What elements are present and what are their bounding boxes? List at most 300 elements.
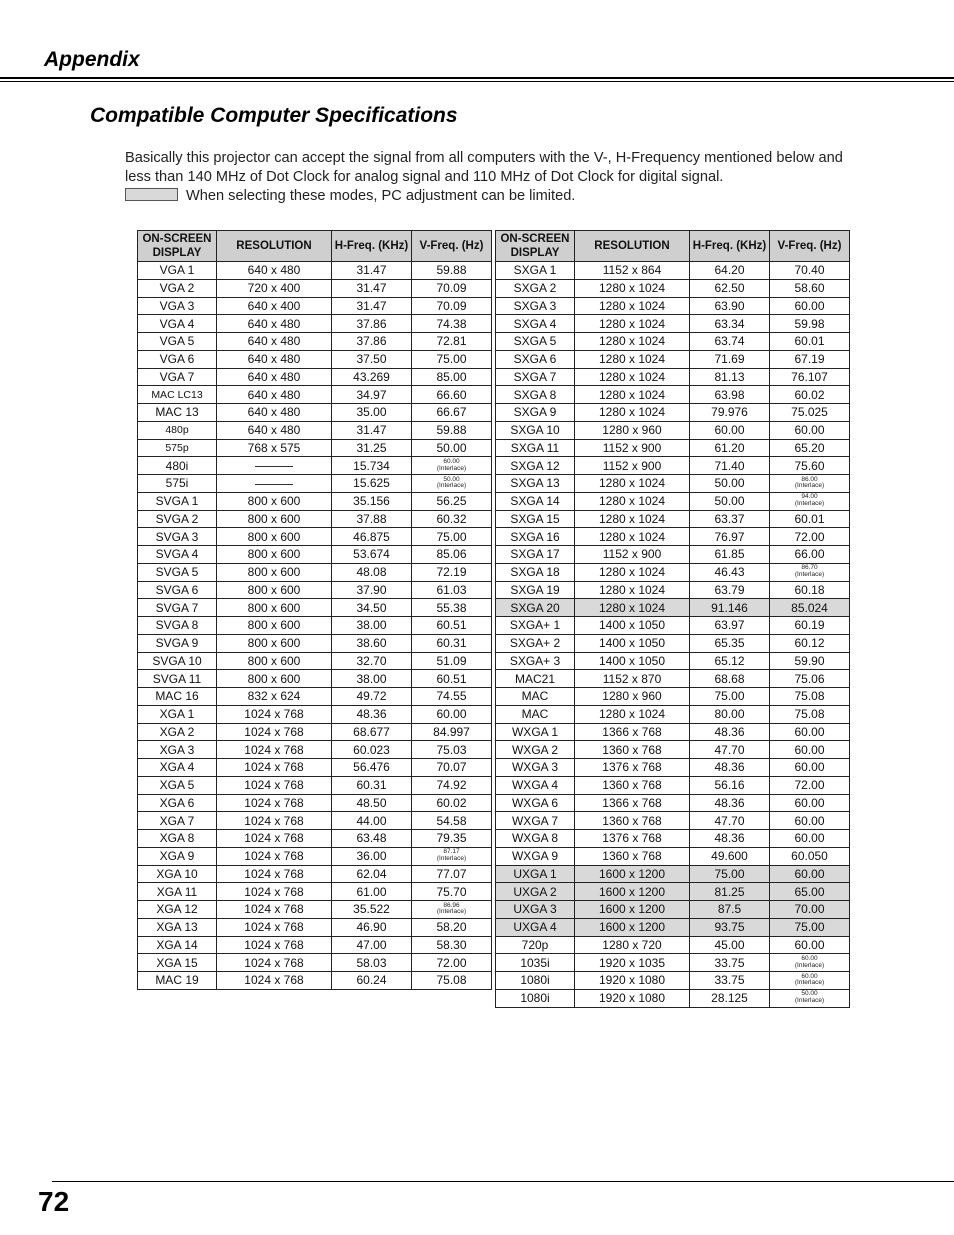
table-row (496, 510, 850, 528)
display-cell: XGA 1 (138, 705, 217, 723)
table-row (138, 599, 492, 617)
display-cell: WXGA 8 (496, 830, 575, 848)
table-row (496, 901, 850, 919)
display-cell: SVGA 6 (138, 581, 217, 599)
vfreq-cell: 70.07 (412, 759, 492, 777)
hfreq-cell: 50.00 (690, 492, 770, 510)
vfreq-cell: 60.00 (770, 830, 850, 848)
table-row (496, 368, 850, 386)
hfreq-cell: 31.47 (332, 262, 412, 280)
hfreq-cell: 37.90 (332, 581, 412, 599)
table-row (138, 670, 492, 688)
display-cell: SXGA 8 (496, 386, 575, 404)
table-row (496, 617, 850, 635)
hfreq-cell: 87.5 (690, 901, 770, 919)
display-cell: MAC 13 (138, 404, 217, 422)
vfreq-cell: 60.18 (770, 581, 850, 599)
resolution-cell: 1280 x 1024 (575, 528, 690, 546)
resolution-cell: 1280 x 1024 (575, 581, 690, 599)
table-row (138, 386, 492, 404)
display-cell: XGA 11 (138, 883, 217, 901)
header-display: ON-SCREEN DISPLAY (138, 231, 217, 262)
display-cell: SXGA 18 (496, 563, 575, 581)
resolution-cell: 1600 x 1200 (575, 918, 690, 936)
table-row (496, 297, 850, 315)
table-row (138, 475, 492, 493)
table-row (496, 528, 850, 546)
display-cell: VGA 4 (138, 315, 217, 333)
table-row (138, 368, 492, 386)
intro-paragraph (125, 149, 865, 205)
table-row (496, 404, 850, 422)
display-cell: UXGA 1 (496, 865, 575, 883)
vfreq-cell: 60.02 (770, 386, 850, 404)
vfreq-cell: 70.09 (412, 297, 492, 315)
vfreq-cell: 84.997 (412, 723, 492, 741)
vfreq-cell: 85.024 (770, 599, 850, 617)
table-row (138, 279, 492, 297)
hfreq-cell: 15.625 (332, 475, 412, 493)
display-cell: MAC (496, 688, 575, 706)
hfreq-cell: 60.00 (690, 421, 770, 439)
resolution-cell: 1400 x 1050 (575, 652, 690, 670)
display-cell: WXGA 2 (496, 741, 575, 759)
interlace-label: (Interlace) (794, 979, 825, 987)
vfreq-cell: 65.20 (770, 439, 850, 457)
display-cell: XGA 4 (138, 759, 217, 777)
hfreq-cell: 49.72 (332, 688, 412, 706)
vfreq-value: 60.00 (801, 954, 818, 962)
resolution-cell: 640 x 480 (217, 386, 332, 404)
display-cell: UXGA 3 (496, 901, 575, 919)
table-row (138, 421, 492, 439)
hfreq-cell: 37.86 (332, 333, 412, 351)
hfreq-cell: 63.37 (690, 510, 770, 528)
hfreq-cell: 61.00 (332, 883, 412, 901)
vfreq-value: 60.00 (443, 457, 460, 465)
resolution-cell: 1024 x 768 (217, 901, 332, 919)
resolution-cell: 1280 x 960 (575, 421, 690, 439)
hfreq-cell: 45.00 (690, 936, 770, 954)
display-cell: SXGA 10 (496, 421, 575, 439)
resolution-cell: 800 x 600 (217, 492, 332, 510)
vfreq-cell: 72.00 (770, 776, 850, 794)
vfreq-cell: 60.01 (770, 333, 850, 351)
resolution-cell: 1152 x 900 (575, 546, 690, 564)
table-row (496, 457, 850, 475)
table-row (496, 812, 850, 830)
resolution-cell: 1360 x 768 (575, 812, 690, 830)
resolution-cell: 1280 x 1024 (575, 368, 690, 386)
table-row (496, 350, 850, 368)
table-row (138, 617, 492, 635)
vfreq-cell (770, 989, 850, 1007)
hfreq-cell: 60.31 (332, 776, 412, 794)
vfreq-cell: 74.38 (412, 315, 492, 333)
table-row (138, 510, 492, 528)
table-row (138, 457, 492, 475)
vfreq-cell: 75.00 (412, 350, 492, 368)
hfreq-cell: 35.522 (332, 901, 412, 919)
vfreq-cell: 72.81 (412, 333, 492, 351)
vfreq-value: 86.00 (801, 475, 818, 483)
vfreq-cell: 77.07 (412, 865, 492, 883)
display-cell: VGA 2 (138, 279, 217, 297)
hfreq-cell: 58.03 (332, 954, 412, 972)
table-row (138, 546, 492, 564)
display-cell: VGA 5 (138, 333, 217, 351)
interlace-label: (Interlace) (794, 961, 825, 969)
hfreq-cell: 71.69 (690, 350, 770, 368)
table-row (496, 279, 850, 297)
vfreq-cell: 59.88 (412, 262, 492, 280)
display-cell: WXGA 1 (496, 723, 575, 741)
resolution-cell: 1024 x 768 (217, 812, 332, 830)
hfreq-cell: 61.85 (690, 546, 770, 564)
vfreq-cell: 60.00 (770, 297, 850, 315)
hfreq-cell: 65.35 (690, 634, 770, 652)
intro-note: When selecting these modes, PC adjustment can be limited. (186, 187, 576, 204)
vfreq-cell: 72.00 (412, 954, 492, 972)
vfreq-cell: 79.35 (412, 830, 492, 848)
resolution-cell: 1024 x 768 (217, 954, 332, 972)
table-row (496, 599, 850, 617)
vfreq-cell: 75.60 (770, 457, 850, 475)
display-cell: SVGA 9 (138, 634, 217, 652)
hfreq-cell: 37.86 (332, 315, 412, 333)
display-cell: WXGA 7 (496, 812, 575, 830)
display-cell: XGA 3 (138, 741, 217, 759)
table-row (138, 812, 492, 830)
display-cell: 480p (138, 421, 217, 439)
hfreq-cell: 63.79 (690, 581, 770, 599)
vfreq-cell: 50.00 (412, 439, 492, 457)
table-row (138, 634, 492, 652)
resolution-cell: 1376 x 768 (575, 759, 690, 777)
display-cell: XGA 13 (138, 918, 217, 936)
hfreq-cell: 75.00 (690, 865, 770, 883)
hfreq-cell: 48.36 (690, 759, 770, 777)
vfreq-cell: 75.08 (412, 972, 492, 990)
hfreq-cell: 37.50 (332, 350, 412, 368)
display-cell: UXGA 2 (496, 883, 575, 901)
hfreq-cell: 50.00 (690, 475, 770, 493)
hfreq-cell: 32.70 (332, 652, 412, 670)
display-cell: MAC21 (496, 670, 575, 688)
resolution-cell: 1024 x 768 (217, 741, 332, 759)
display-cell: 575p (138, 439, 217, 457)
display-cell: VGA 1 (138, 262, 217, 280)
vfreq-cell: 65.00 (770, 883, 850, 901)
display-cell: 720p (496, 936, 575, 954)
display-cell: SXGA 4 (496, 315, 575, 333)
table-row (496, 865, 850, 883)
resolution-cell: 1280 x 1024 (575, 492, 690, 510)
vfreq-cell: 58.30 (412, 936, 492, 954)
resolution-cell: 1366 x 768 (575, 723, 690, 741)
vfreq-cell: 60.32 (412, 510, 492, 528)
vfreq-cell: 58.60 (770, 279, 850, 297)
hfreq-cell: 44.00 (332, 812, 412, 830)
resolution-cell: 1280 x 960 (575, 688, 690, 706)
table-row (496, 439, 850, 457)
table-row (496, 315, 850, 333)
hfreq-cell: 34.97 (332, 386, 412, 404)
table-row (496, 705, 850, 723)
vfreq-cell: 59.90 (770, 652, 850, 670)
hfreq-cell: 91.146 (690, 599, 770, 617)
hfreq-cell: 48.50 (332, 794, 412, 812)
hfreq-cell: 81.13 (690, 368, 770, 386)
vfreq-cell: 60.00 (770, 812, 850, 830)
vfreq-cell: 85.06 (412, 546, 492, 564)
display-cell: SVGA 1 (138, 492, 217, 510)
display-cell: MAC 16 (138, 688, 217, 706)
table-row (138, 492, 492, 510)
vfreq-value: 94.00 (801, 493, 818, 501)
display-cell: XGA 2 (138, 723, 217, 741)
hfreq-cell: 43.269 (332, 368, 412, 386)
vfreq-cell: 70.40 (770, 262, 850, 280)
display-cell: XGA 7 (138, 812, 217, 830)
hfreq-cell: 48.36 (690, 794, 770, 812)
display-cell: SXGA+ 1 (496, 617, 575, 635)
display-cell: SXGA 16 (496, 528, 575, 546)
hfreq-cell: 63.74 (690, 333, 770, 351)
hfreq-cell: 37.88 (332, 510, 412, 528)
vfreq-cell (770, 954, 850, 972)
table-row (496, 670, 850, 688)
table-row (496, 333, 850, 351)
hfreq-cell: 79.976 (690, 404, 770, 422)
resolution-cell: 800 x 600 (217, 634, 332, 652)
table-row (138, 972, 492, 990)
display-cell: XGA 14 (138, 936, 217, 954)
display-cell: WXGA 4 (496, 776, 575, 794)
resolution-cell: 1024 x 768 (217, 723, 332, 741)
table-row (496, 634, 850, 652)
display-cell: SVGA 8 (138, 617, 217, 635)
resolution-cell: 1024 x 768 (217, 972, 332, 990)
table-row (138, 865, 492, 883)
table-row (496, 883, 850, 901)
hfreq-cell: 63.48 (332, 830, 412, 848)
display-cell: XGA 9 (138, 847, 217, 865)
vfreq-value: 86.70 (801, 564, 818, 572)
vfreq-cell: 60.00 (770, 421, 850, 439)
table-row (496, 652, 850, 670)
display-cell: XGA 6 (138, 794, 217, 812)
vfreq-cell: 60.01 (770, 510, 850, 528)
vfreq-cell: 70.09 (412, 279, 492, 297)
hfreq-cell: 31.47 (332, 297, 412, 315)
display-cell: SVGA 5 (138, 563, 217, 581)
display-cell: SXGA 11 (496, 439, 575, 457)
display-cell: SXGA 3 (496, 297, 575, 315)
display-cell: XGA 15 (138, 954, 217, 972)
hfreq-cell: 56.16 (690, 776, 770, 794)
interlace-label: (Interlace) (436, 464, 467, 472)
interlace-label: (Interlace) (436, 908, 467, 916)
vfreq-value: 60.00 (801, 972, 818, 980)
display-cell: 1080i (496, 989, 575, 1007)
resolution-cell: 640 x 480 (217, 368, 332, 386)
hfreq-cell: 31.47 (332, 421, 412, 439)
hfreq-cell: 62.50 (690, 279, 770, 297)
resolution-cell: 1366 x 768 (575, 794, 690, 812)
table-row (138, 954, 492, 972)
display-cell: UXGA 4 (496, 918, 575, 936)
table-row (138, 563, 492, 581)
display-cell: WXGA 9 (496, 847, 575, 865)
hfreq-cell: 60.24 (332, 972, 412, 990)
resolution-cell: 832 x 624 (217, 688, 332, 706)
table-row (138, 581, 492, 599)
display-cell: SVGA 10 (138, 652, 217, 670)
resolution-cell: 800 x 600 (217, 510, 332, 528)
intro-text: Basically this projector can accept the signal from all computers with the V-, H-Frequency mentioned below and less than 140 MHz of Dot Clock for analog signal and 110 MHz of Dot Clock for digital signal. (125, 150, 843, 185)
header-rule (0, 77, 954, 79)
header-rule-thin (0, 81, 954, 82)
display-cell: SXGA 20 (496, 599, 575, 617)
vfreq-cell: 60.19 (770, 617, 850, 635)
vfreq-cell: 76.107 (770, 368, 850, 386)
resolution-cell: 1280 x 1024 (575, 475, 690, 493)
resolution-cell (217, 475, 332, 493)
vfreq-cell: 75.00 (412, 528, 492, 546)
display-cell: SXGA 19 (496, 581, 575, 599)
vfreq-cell: 60.050 (770, 847, 850, 865)
footer-rule (52, 1181, 954, 1182)
resolution-cell: 1360 x 768 (575, 847, 690, 865)
display-cell: SXGA 17 (496, 546, 575, 564)
table-row (496, 741, 850, 759)
resolution-cell: 1024 x 768 (217, 847, 332, 865)
vfreq-cell: 60.51 (412, 670, 492, 688)
display-cell: 575i (138, 475, 217, 493)
table-row (138, 315, 492, 333)
vfreq-cell: 74.92 (412, 776, 492, 794)
resolution-cell: 640 x 480 (217, 262, 332, 280)
table-row (138, 759, 492, 777)
table-row (138, 333, 492, 351)
display-cell: SXGA 12 (496, 457, 575, 475)
hfreq-cell: 68.68 (690, 670, 770, 688)
display-cell: XGA 5 (138, 776, 217, 794)
resolution-cell: 800 x 600 (217, 546, 332, 564)
hfreq-cell: 48.36 (690, 830, 770, 848)
display-cell: VGA 6 (138, 350, 217, 368)
hfreq-cell: 61.20 (690, 439, 770, 457)
resolution-cell: 1024 x 768 (217, 883, 332, 901)
resolution-cell: 1024 x 768 (217, 830, 332, 848)
table-row (496, 759, 850, 777)
table-row (138, 776, 492, 794)
header-resolution: RESOLUTION (575, 231, 690, 262)
vfreq-cell: 67.19 (770, 350, 850, 368)
vfreq-cell: 60.00 (770, 741, 850, 759)
resolution-cell: 1280 x 1024 (575, 333, 690, 351)
vfreq-cell (412, 475, 492, 493)
vfreq-cell: 59.98 (770, 315, 850, 333)
vfreq-cell: 59.88 (412, 421, 492, 439)
vfreq-cell: 60.00 (770, 723, 850, 741)
resolution-cell: 1280 x 1024 (575, 315, 690, 333)
display-cell: SVGA 3 (138, 528, 217, 546)
resolution-cell: 640 x 480 (217, 350, 332, 368)
hfreq-cell: 68.677 (332, 723, 412, 741)
header-resolution: RESOLUTION (217, 231, 332, 262)
table-row (496, 262, 850, 280)
vfreq-cell: 61.03 (412, 581, 492, 599)
resolution-cell: 1152 x 900 (575, 457, 690, 475)
display-cell: WXGA 3 (496, 759, 575, 777)
resolution-cell: 800 x 600 (217, 617, 332, 635)
display-cell: MAC LC13 (138, 386, 217, 404)
resolution-cell: 1280 x 1024 (575, 404, 690, 422)
hfreq-cell: 46.90 (332, 918, 412, 936)
table-row (496, 492, 850, 510)
display-cell: MAC 19 (138, 972, 217, 990)
page-title: Compatible Computer Specifications (90, 104, 458, 127)
resolution-cell: 1280 x 1024 (575, 563, 690, 581)
resolution-cell: 1280 x 1024 (575, 599, 690, 617)
table-row (496, 688, 850, 706)
vfreq-cell: 72.00 (770, 528, 850, 546)
highlight-legend-swatch (125, 188, 178, 201)
spec-table-right (495, 230, 850, 1008)
hfreq-cell: 38.00 (332, 617, 412, 635)
table-row (138, 741, 492, 759)
vfreq-cell: 60.00 (770, 759, 850, 777)
hfreq-cell: 48.08 (332, 563, 412, 581)
vfreq-cell (412, 901, 492, 919)
vfreq-cell: 75.08 (770, 688, 850, 706)
resolution-cell: 1280 x 1024 (575, 297, 690, 315)
hfreq-cell: 63.98 (690, 386, 770, 404)
resolution-cell: 1024 x 768 (217, 705, 332, 723)
vfreq-cell (770, 492, 850, 510)
vfreq-cell (770, 972, 850, 990)
not-applicable-dash (255, 484, 293, 485)
hfreq-cell: 34.50 (332, 599, 412, 617)
vfreq-cell: 60.51 (412, 617, 492, 635)
hfreq-cell: 64.20 (690, 262, 770, 280)
hfreq-cell: 48.36 (332, 705, 412, 723)
table-row (138, 918, 492, 936)
resolution-cell: 1152 x 870 (575, 670, 690, 688)
hfreq-cell: 63.90 (690, 297, 770, 315)
hfreq-cell: 60.023 (332, 741, 412, 759)
interlace-label: (Interlace) (794, 500, 825, 508)
table-row (496, 972, 850, 990)
vfreq-cell: 85.00 (412, 368, 492, 386)
interlace-label: (Interlace) (436, 855, 467, 863)
table-row (138, 262, 492, 280)
display-cell: VGA 7 (138, 368, 217, 386)
hfreq-cell: 31.25 (332, 439, 412, 457)
vfreq-cell: 60.00 (770, 936, 850, 954)
resolution-cell: 1600 x 1200 (575, 883, 690, 901)
display-cell: SXGA 14 (496, 492, 575, 510)
hfreq-cell: 80.00 (690, 705, 770, 723)
vfreq-value: 86.96 (443, 901, 460, 909)
interlace-label: (Interlace) (794, 571, 825, 579)
display-cell: XGA 12 (138, 901, 217, 919)
hfreq-cell: 62.04 (332, 865, 412, 883)
table-row (496, 989, 850, 1007)
spec-table-left (137, 230, 492, 990)
